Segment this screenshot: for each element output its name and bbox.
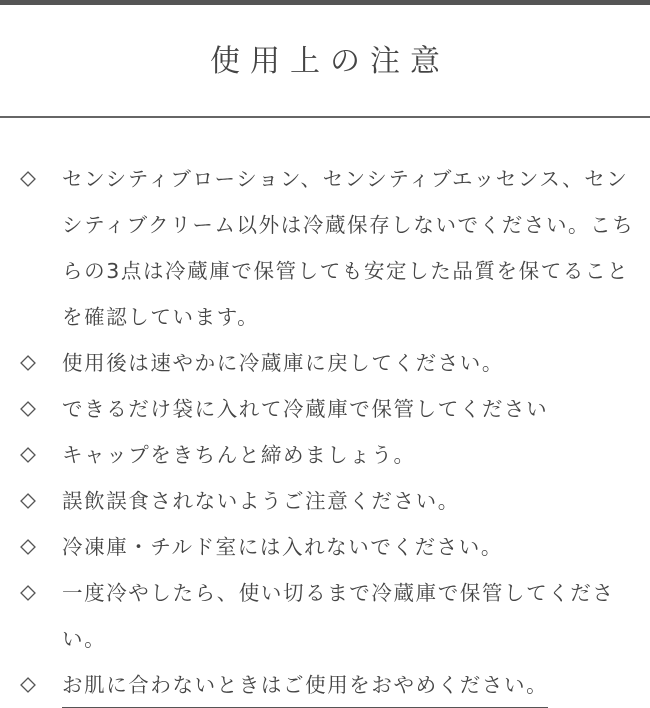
- diamond-outline-icon: [20, 171, 36, 187]
- caution-text: 使用後は速やかに冷蔵庫に戻してください。: [62, 351, 504, 375]
- caution-item-1: [18, 156, 638, 340]
- diamond-outline-icon: [20, 355, 36, 371]
- caution-item-3: [18, 386, 638, 432]
- caution-item-2: [18, 340, 638, 386]
- diamond-outline-icon: [20, 539, 36, 555]
- caution-item-6: [18, 524, 638, 570]
- caution-text: できるだけ袋に入れて冷蔵庫で保管してください: [62, 397, 549, 421]
- caution-text: お肌に合わないときはご使用をおやめください。: [62, 665, 548, 708]
- caution-text: 誤飲誤食されないようご注意ください。: [62, 489, 460, 513]
- caution-item-8: [18, 662, 638, 708]
- caution-item-4: [18, 432, 638, 478]
- title-divider: [0, 116, 650, 118]
- page-title: 使用上の注意: [210, 44, 450, 79]
- top-rule: [0, 0, 650, 5]
- caution-text: センシティブローション、センシティブエッセンス、センシティブクリーム以外は冷蔵保存しないでください。こちらの3点は冷蔵庫で保管しても安定した品質を保てることを確認しています。: [62, 167, 635, 329]
- diamond-outline-icon: [20, 447, 36, 463]
- diamond-outline-icon: [20, 493, 36, 509]
- caution-item-7: [18, 570, 638, 662]
- caution-item-5: [18, 478, 638, 524]
- caution-text: 一度冷やしたら、使い切るまで冷蔵庫で保管してください。: [62, 581, 615, 651]
- caution-list: [18, 156, 638, 708]
- caution-text: キャップをきちんと締めましょう。: [62, 443, 416, 467]
- diamond-outline-icon: [20, 401, 36, 417]
- diamond-outline-icon: [20, 677, 36, 693]
- diamond-outline-icon: [20, 585, 36, 601]
- caution-text: 冷凍庫・チルド室には入れないでください。: [62, 535, 503, 559]
